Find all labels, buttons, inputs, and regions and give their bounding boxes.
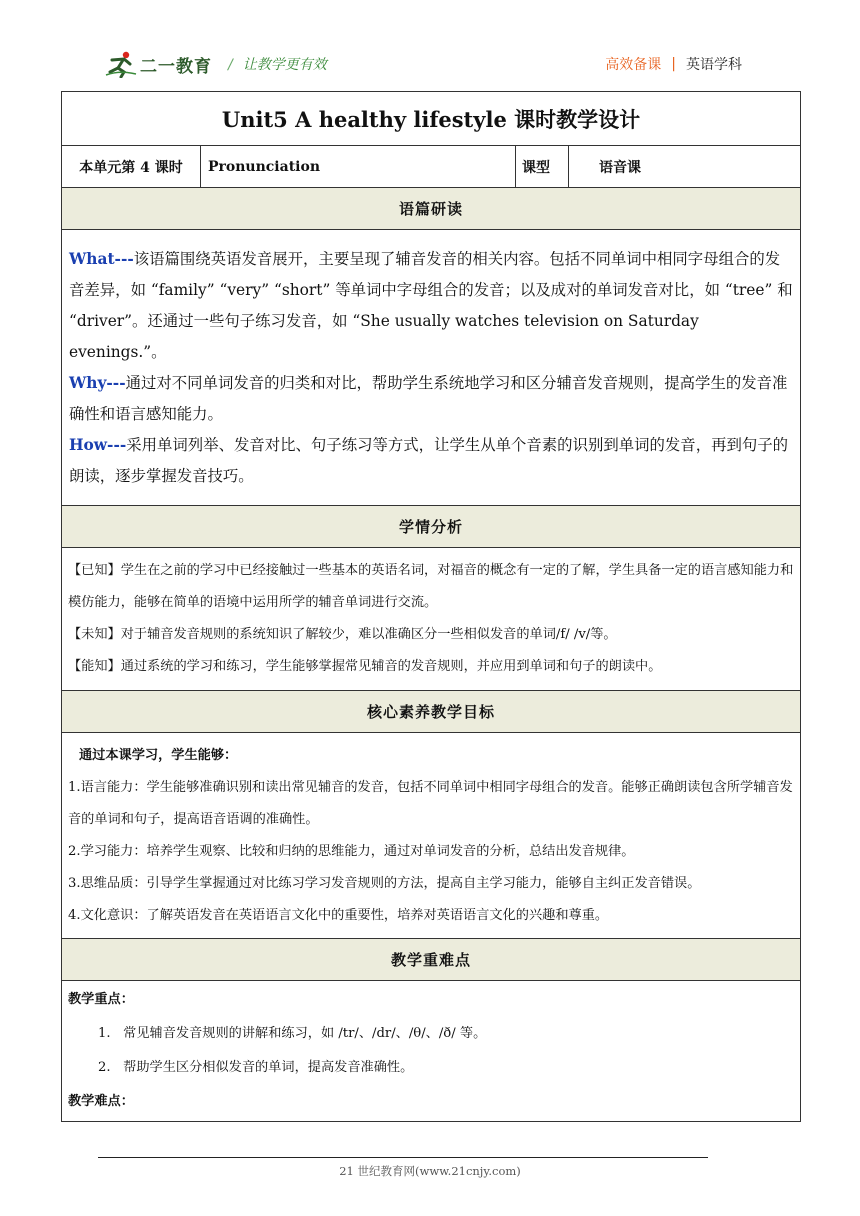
what-paragraph [69, 244, 793, 368]
section-heading-goals: 核心素养教学目标 [62, 691, 801, 733]
header-separator: | [671, 56, 676, 72]
slogan: / 让教学更有效 [228, 57, 327, 73]
analysis-able: 【能知】通过系统的学习和练习，学生能够掌握常见辅音的发音规则，并应用到单词和句子的朗读中。 [68, 659, 662, 674]
key-point-item: 1. 常见辅音发音规则的讲解和练习，如 /tr/、/dr/、/θ/、/ð/ 等。 [98, 1026, 487, 1041]
analysis-unknown: 【未知】对于辅音发音规则的系统知识了解较少，难以准确区分一些相似发音的单词/f/ /v/等。 [68, 627, 617, 642]
lesson-plan-table [61, 91, 801, 1122]
brand-logo[interactable] [104, 50, 212, 78]
goals-lead: 通过本课学习，学生能够： [79, 747, 238, 763]
how-label: How--- [69, 435, 127, 454]
lesson-type-value: 语音课 [569, 146, 801, 188]
difficulty-content [62, 981, 801, 1122]
header-tag-prep[interactable]: 高效备课 [605, 57, 662, 73]
how-text: 采用单词列举、发音对比、句子练习等方式，让学生从单个音素的识别到单词的发音，再到句子的朗读，逐步掌握发音技巧。 [69, 435, 789, 485]
goal-item: 3.思维品质：引导学生掌握通过对比练习学习发音规则的方法，提高自主学习能力，能够自主纠正发音错误。 [68, 875, 701, 891]
logo-text: 二一教育 [140, 56, 212, 77]
analysis-known: 【已知】学生在之前的学习中已经接触过一些基本的英语名词，对福音的概念有一定的了解，学生具备一定的语言感知能力和模仿能力，能够在简单的语境中运用所学的辅音单词进行交流。 [68, 563, 794, 610]
section-heading-analysis: 学情分析 [62, 506, 801, 548]
footer-divider [98, 1157, 708, 1158]
difficult-points-label: 教学难点： [68, 1094, 134, 1109]
analysis-content [62, 548, 801, 691]
key-points-label: 教学重点： [68, 992, 134, 1007]
header-subject [605, 54, 742, 74]
header-tag-subject[interactable]: 英语学科 [686, 57, 742, 73]
runner-logo-icon [104, 50, 138, 78]
reading-content [62, 230, 801, 506]
how-paragraph [69, 430, 793, 492]
why-paragraph [69, 368, 793, 430]
key-point-item: 2. 帮助学生区分相似发音的单词，提高发音准确性。 [98, 1060, 414, 1075]
page-header [0, 44, 860, 84]
goal-item: 1.语言能力：学生能够准确识别和读出常见辅音的发音，包括不同单词中相同字母组合的发音。能够正确朗读包含所学辅音发音的单词和句子，提高语音语调的准确性。 [68, 779, 793, 827]
goal-item: 2.学习能力：培养学生观察、比较和归纳的思维能力，通过对单词发音的分析，总结出发音规律。 [68, 843, 635, 859]
lesson-number: 本单元第 4 课时 [62, 146, 201, 188]
what-label: What--- [69, 249, 134, 268]
doc-title: Unit5 A healthy lifestyle 课时教学设计 [62, 92, 801, 146]
why-label: Why--- [69, 373, 126, 392]
what-text: 该语篇围绕英语发音展开，主要呈现了辅音发音的相关内容。包括不同单词中相同字母组合的发音差异，如 “family” “very” “short” 等单词中字母组合的发音；以及成对的单词发音对比，如 “tree” 和 “driver”。还通过一些句子练习发音，如 “She usually watches television on Saturday evenings.”。 [69, 249, 793, 361]
goals-content [62, 733, 801, 939]
lesson-type-label: 课型 [516, 146, 569, 188]
footer-text[interactable]: 21 世纪教育网(www.21cnjy.com) [339, 1164, 521, 1178]
section-heading-difficulty: 教学重难点 [62, 939, 801, 981]
lesson-topic: Pronunciation [201, 146, 516, 188]
section-heading-reading: 语篇研读 [62, 188, 801, 230]
goal-item: 4.文化意识：了解英语发音在英语语言文化中的重要性，培养对英语语言文化的兴趣和尊重。 [68, 907, 609, 923]
slogan-text: 让教学更有效 [242, 57, 327, 73]
why-text: 通过对不同单词发音的归类和对比，帮助学生系统地学习和区分辅音发音规则，提高学生的发音准确性和语言感知能力。 [69, 373, 788, 423]
